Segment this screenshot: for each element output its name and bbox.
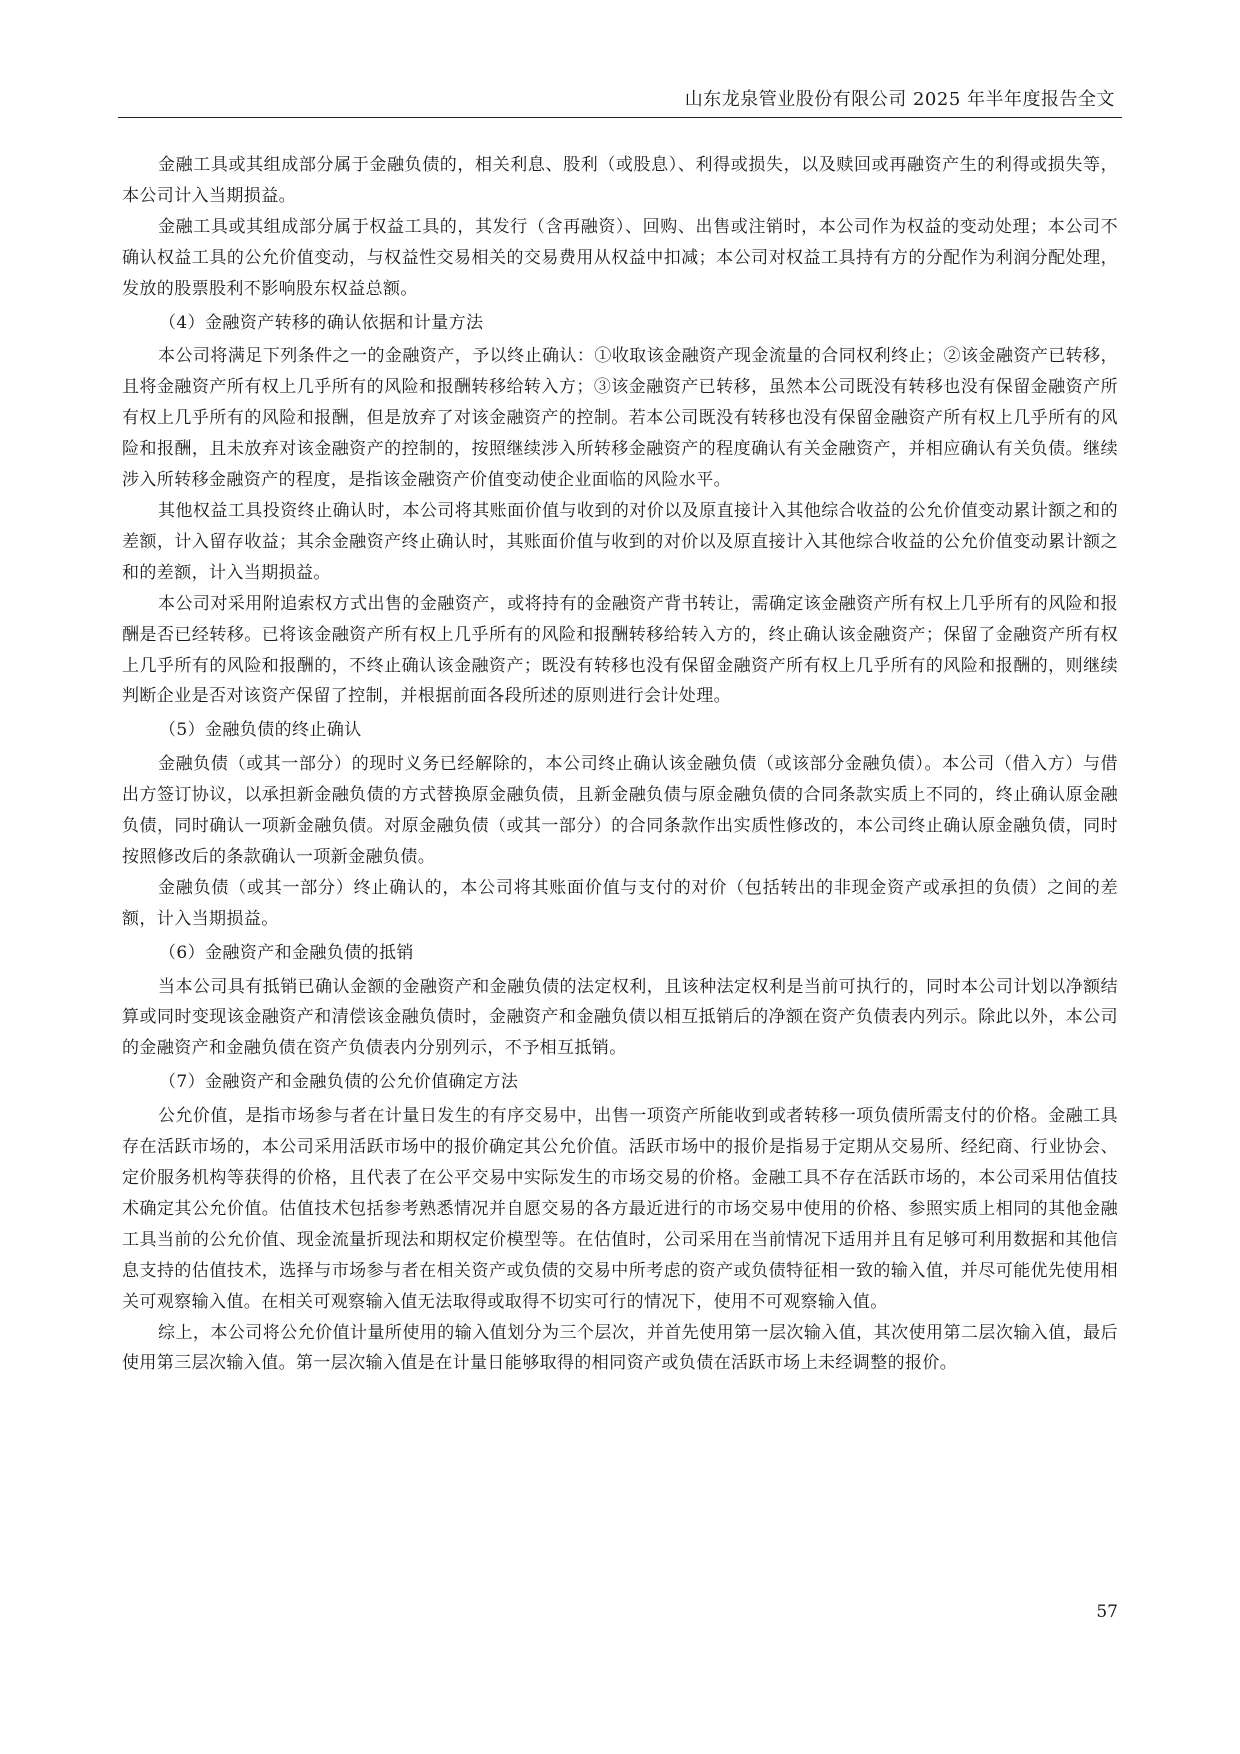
paragraph-offsetting-rules: 当本公司具有抵销已确认金额的金融资产和金融负债的法定权利，且该种法定权利是当前可执行的，同时本公司计划以净额结算或同时变现该金融资产和清偿该金融负债时，金融资产和金融负债以相互抵销后的净额在资产负债表内列示。除此以外，本公司的金融资产和金融负债在资产负债表内分别列示，不予相互抵销。 [122, 976, 1118, 1059]
paragraph-equity-instrument-changes: 金融工具或其组成部分属于权益工具的，其发行（含再融资）、回购、出售或注销时，本公司作为权益的变动处理；本公司不确认权益工具的公允价值变动，与权益性交易相关的交易费用从权益中扣减；本公司对权益工具持有方的分配作为利润分配处理，发放的股票股利不影响股东权益总额。 [122, 216, 1118, 299]
paragraph-financial-liability-gains: 金融工具或其组成部分属于金融负债的，相关利息、股利（或股息）、利得或损失，以及赎回或再融资产生的利得或损失等，本公司计入当期损益。 [122, 155, 1118, 206]
section-heading-offsetting: （6）金融资产和金融负债的抵销 [159, 942, 414, 963]
header-divider [118, 117, 1122, 118]
paragraph-fair-value-hierarchy: 综上，本公司将公允价值计量所使用的输入值划分为三个层次，并首先使用第一层次输入值，其次使用第二层次输入值，最后使用第三层次输入值。第一层次输入值是在计量日能够取得的相同资产或负债在活跃市场上未经调整的报价。 [122, 1322, 1118, 1374]
paragraph-other-equity-derecognition: 其他权益工具投资终止确认时，本公司将其账面价值与收到的对价以及原直接计入其他综合收益的公允价值变动累计额之和的差额，计入留存收益；其余金融资产终止确认时，其账面价值与收到的对价以及原直接计入其他综合收益的公允价值变动累计额之和的差额，计入当期损益。 [122, 500, 1118, 583]
report-header-title: 山东龙泉管业股份有限公司 2025 年半年度报告全文 [684, 89, 1115, 110]
paragraph-derecognition-conditions: 本公司将满足下列条件之一的金融资产，予以终止确认：①收取该金融资产现金流量的合同权利终止；②该金融资产已转移，且将金融资产所有权上几乎所有的风险和报酬转移给转入方；③该金融资产已转移，虽然本公司既没有转移也没有保留金融资产所有权上几乎所有的风险和报酬，但是放弃了对该金融资产的控制。若本公司既没有转移也没有保留金融资产所有权上几乎所有的风险和报酬，且未放弃对该金融资产的控制的，按照继续涉入所转移金融资产的程度确认有关金融资产，并相应确认有关负债。继续涉入所转移金融资产的程度，是指该金融资产价值变动使企业面临的风险水平。 [122, 346, 1118, 491]
section-heading-asset-transfer: （4）金融资产转移的确认依据和计量方法 [159, 312, 484, 333]
paragraph-recourse-endorsement: 本公司对采用附追索权方式出售的金融资产，或将持有的金融资产背书转让，需确定该金融资产所有权上几乎所有的风险和报酬是否已经转移。已将该金融资产所有权上几乎所有的风险和报酬转移给转入方的，终止确认该金融资产；保留了金融资产所有权上几乎所有的风险和报酬的，不终止确认该金融资产；既没有转移也没有保留金融资产所有权上几乎所有的风险和报酬的，则继续判断企业是否对该资产保留了控制，并根据前面各段所述的原则进行会计处理。 [122, 593, 1118, 707]
paragraph-fair-value-definition: 公允价值，是指市场参与者在计量日发生的有序交易中，出售一项资产所能收到或者转移一项负债所需支付的价格。金融工具存在活跃市场的，本公司采用活跃市场中的报价确定其公允价值。活跃市场中的报价是指易于定期从交易所、经纪商、行业协会、定价服务机构等获得的价格，且代表了在公平交易中实际发生的市场交易的价格。金融工具不存在活跃市场的，本公司采用估值技术确定其公允价值。估值技术包括参考熟悉情况并自愿交易的各方最近进行的市场交易中使用的价格、参照实质上相同的其他金融工具当前的公允价值、现金流量折现法和期权定价模型等。在估值时，公司采用在当前情况下适用并且有足够可利用数据和其他信息支持的估值技术，选择与市场参与者在相关资产或负债的交易中所考虑的资产或负债特征相一致的输入值，并尽可能优先使用相关可观察输入值。在相关可观察输入值无法取得或取得不切实可行的情况下，使用不可观察输入值。 [122, 1106, 1118, 1312]
section-heading-liability-derecognition: （5）金融负债的终止确认 [159, 720, 362, 741]
paragraph-liability-obligation-discharged: 金融负债（或其一部分）的现时义务已经解除的，本公司终止确认该金融负债（或该部分金融负债）。本公司（借入方）与借出方签订协议，以承担新金融负债的方式替换原金融负债，且新金融负债与原金融负债的合同条款实质上不同的，终止确认原金融负债，同时确认一项新金融负债。对原金融负债（或其一部分）的合同条款作出实质性修改的，本公司终止确认原金融负债，同时按照修改后的条款确认一项新金融负债。 [122, 754, 1118, 867]
document-body [122, 150, 1118, 1379]
section-heading-fair-value: （7）金融资产和金融负债的公允价值确定方法 [159, 1072, 519, 1093]
paragraph-liability-difference-to-pnl: 金融负债（或其一部分）终止确认的，本公司将其账面价值与支付的对价（包括转出的非现金资产或承担的负债）之间的差额，计入当期损益。 [122, 877, 1118, 929]
page-number: 57 [1096, 1602, 1118, 1622]
